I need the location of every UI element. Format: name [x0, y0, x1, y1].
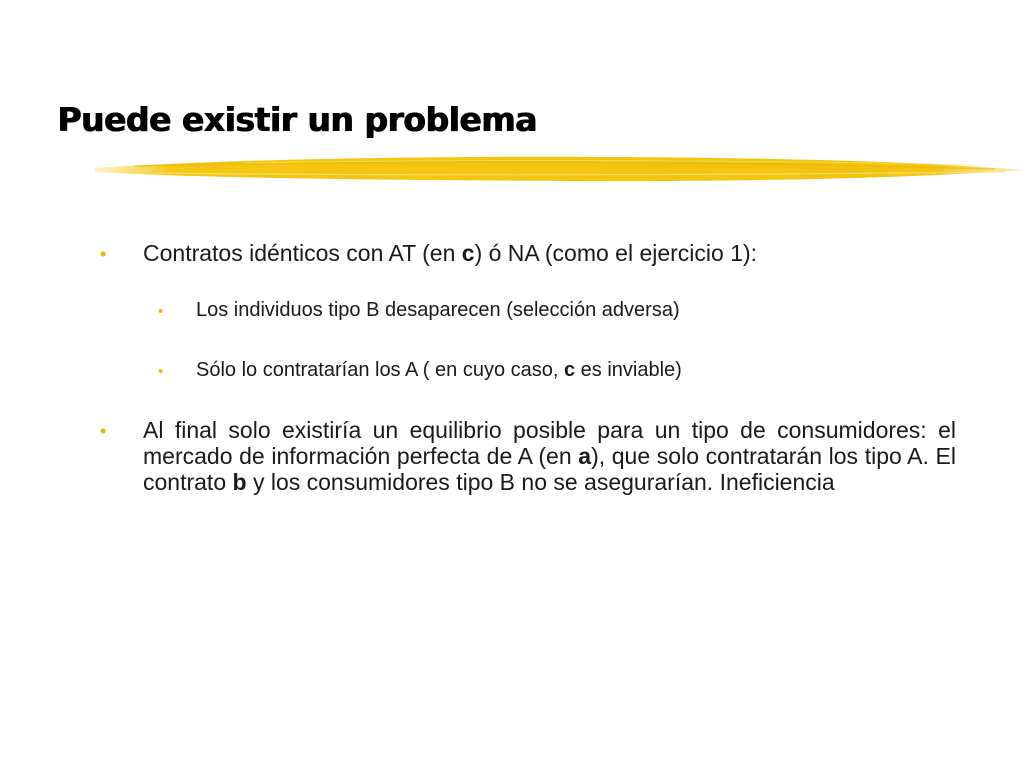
title-underline-brushstroke — [95, 148, 1024, 188]
bullet-dot-icon: • — [158, 303, 164, 320]
slide-body — [100, 240, 956, 519]
bullet-text: Contratos idénticos con AT (en c) ó NA (como el ejercicio 1): — [143, 240, 758, 266]
sub-bullet-individuos-b — [158, 297, 956, 325]
slide-title: Puede existir un problema — [57, 100, 537, 139]
sub-bullet-solo-a — [158, 357, 956, 385]
bullet-dot-icon: • — [158, 363, 164, 380]
sub-bullet-text: Sólo lo contratarían los A ( en cuyo caso, c es inviable) — [196, 359, 682, 381]
bullet-text: Al final solo existiría un equilibrio posible para un tipo de consumidores: el mercado de información perfecta de A (en a), que solo contratarán los tipo A. El contrato b y los consumidores tipo B no se asegurarían. Ineficiencia — [143, 417, 956, 495]
bullet-dot-icon: • — [100, 421, 107, 441]
bullet-al-final — [100, 417, 956, 495]
sub-bullet-text: Los individuos tipo B desaparecen (selección adversa) — [196, 299, 680, 321]
bullet-dot-icon: • — [100, 244, 107, 264]
bullet-contratos-identicos — [100, 240, 956, 267]
